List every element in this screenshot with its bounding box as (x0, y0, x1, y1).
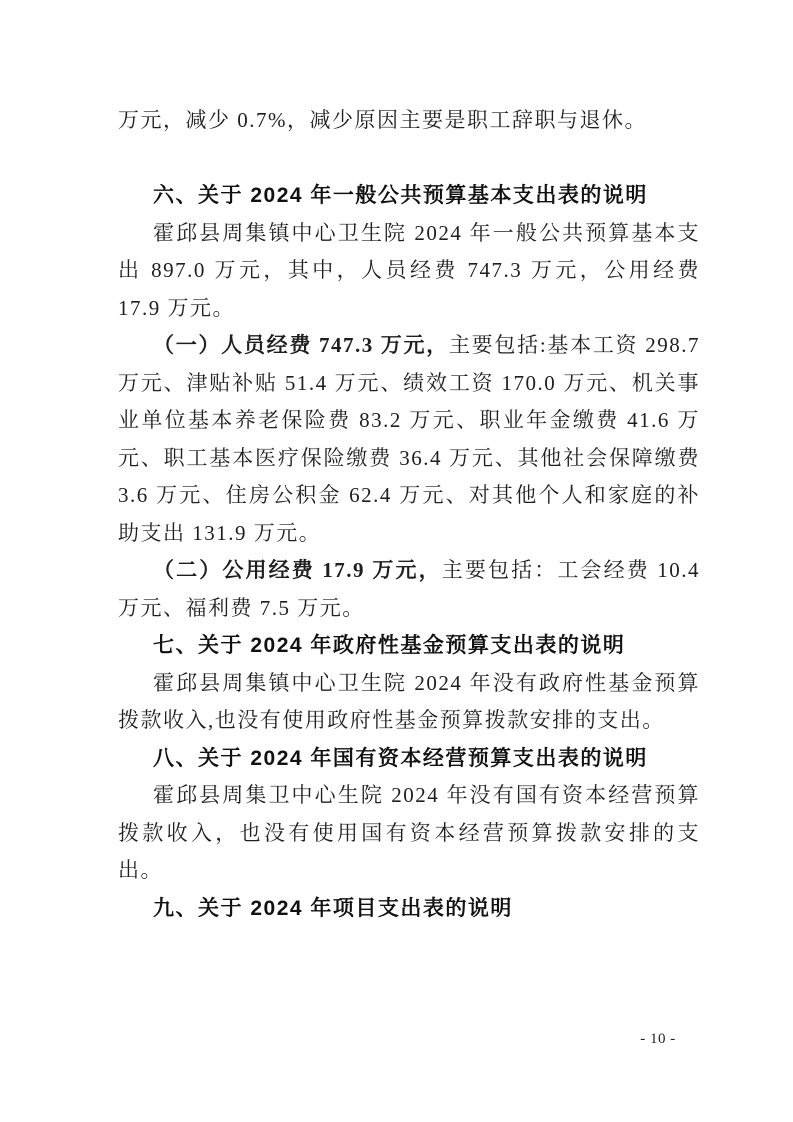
paragraph-government-fund-budget: 霍邱县周集镇中心卫生院 2024 年没有政府性基金预算拨款收入,也没有使用政府性基金预算拨款安排的支出。 (118, 670, 700, 732)
personnel-expense-lead: （一）人员经费 747.3 万元， (153, 333, 449, 357)
paragraph-public-expense (118, 552, 700, 627)
public-expense-detail: 主要包括：工会经费 10.4 万元、福利费 7.5 万元。 (118, 558, 700, 620)
section-heading-6: 六、关于 2024 年一般公共预算基本支出表的说明 (153, 184, 648, 207)
paragraph-general-budget-basic-expenditure: 霍邱县周集镇中心卫生院 2024 年一般公共预算基本支出 897.0 万元，其中，人员经费 747.3 万元，公用经费 17.9 万元。 (118, 220, 700, 320)
paragraph-continuation: 万元，减少 0.7%，减少原因主要是职工辞职与退休。 (118, 108, 647, 132)
section-heading-7: 七、关于 2024 年政府性基金预算支出表的说明 (153, 634, 626, 657)
paragraph-state-capital-budget: 霍邱县周集卫中心生院 2024 年没有国有资本经营预算拨款收入，也没有使用国有资本经营预算拨款安排的支出。 (118, 783, 700, 882)
document-body (118, 102, 700, 927)
personnel-expense-detail: 主要包括:基本工资 298.7 万元、津贴补贴 51.4 万元、绩效工资 170.0 万元、机关事业单位基本养老保险费 83.2 万元、职业年金缴费 41.6 万元、职工基本医疗保险缴费 36.4 万元、其他社会保障缴费 3.6 万元、住房公积金 62.4 万元、对其他个人和家庭的补助支出 131.9 万元。 (118, 333, 701, 545)
page-number: - 10 - (640, 1031, 676, 1047)
blank-line (118, 140, 700, 178)
paragraph-personnel-expense (118, 327, 700, 552)
section-heading-9: 九、关于 2024 年项目支出表的说明 (153, 896, 513, 920)
public-expense-lead: （二）公用经费 17.9 万元， (153, 558, 442, 582)
section-heading-8: 八、关于 2024 年国有资本经营预算支出表的说明 (153, 746, 648, 770)
